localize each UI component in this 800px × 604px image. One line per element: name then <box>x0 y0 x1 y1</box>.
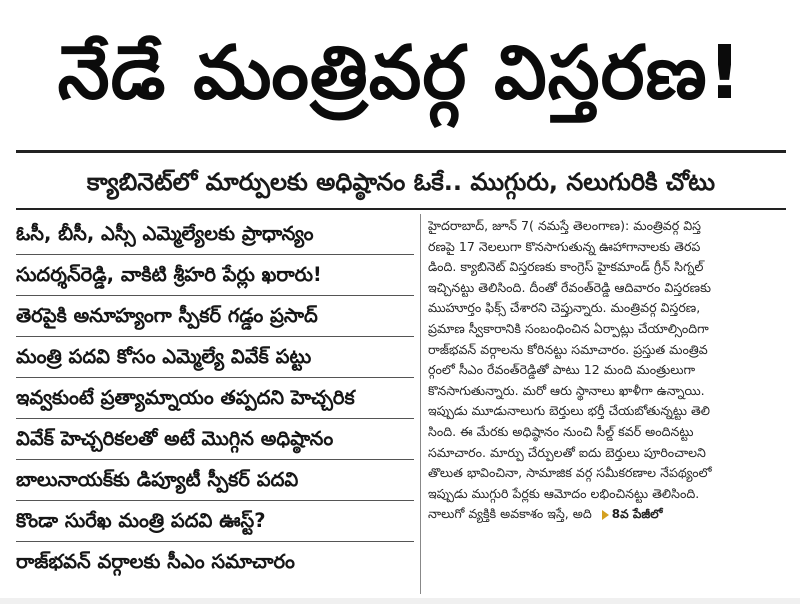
highlight-item: రాజ్‌భవన్ వర్గాలకు సీఎం సమాచారం <box>16 550 295 573</box>
top-divider <box>16 150 786 153</box>
highlight-item: వివేక్ హెచ్చరికలతో అటే మొగ్గిన అధిష్ఠానం <box>16 419 414 460</box>
highlight-item: బాలునాయక్‌కు డిప్యూటీ స్పీకర్ పదవి <box>16 460 414 501</box>
continued-label: 8వ పేజీలో <box>611 507 663 522</box>
body-line: ఇప్పుడు మూడునాలుగు బెర్తులు భర్తీ చేయబోతున్నట్టు తెలి <box>428 403 711 419</box>
body-line: కొనసాగుతున్నారు. మరో ఆరు స్థానాలు ఖాళీగా ఉన్నాయి. <box>428 382 705 398</box>
highlights-column <box>16 214 414 604</box>
highlight-item: సుదర్శన్‌రెడ్డి, వాకిటి శ్రీహరి పేర్లు ఖరారు! <box>16 255 414 296</box>
arrow-right-icon <box>602 510 609 520</box>
highlight-item: తెరపైకి అనూహ్యంగా స్పీకర్ గడ్డం ప్రసాద్ <box>16 296 414 337</box>
body-line: ఇప్పుడు ముగ్గురి పేర్లకు ఆమోదం లభించినట్టు తెలిసింది. <box>428 485 700 501</box>
body-line-text: నాలుగో వ్యక్తికి అవకాశం ఇస్తే, అది <box>428 506 592 522</box>
body-line: రణపై 17 నెలలుగా కొనసాగుతున్న ఊహాగానాలకు తెరప <box>428 238 701 254</box>
middle-divider <box>16 208 786 210</box>
subheadline: క్యాబినెట్‌లో మార్పులకు అధిష్ఠానం ఓకే.. ముగ్గురు, నలుగురికి చోటు <box>86 168 716 196</box>
body-line: రాజ్‌భవన్ వర్గాలను కోరినట్టు సమాచారం. ప్రస్తుత మంత్రివ <box>428 341 708 357</box>
body-line: డింది. క్యాబినెట్ విస్తరణకు కాంగ్రెస్ హైకమాండ్ గ్రీన్ సిగ్నల్ <box>428 259 704 275</box>
continued-on-page-link[interactable] <box>602 504 663 525</box>
body-line: ప్రమాణ స్వీకారానికి సంబంధించిన ఏర్పాట్లు చేయాల్సిందిగా <box>428 320 709 336</box>
highlight-item: మంత్రి పదవి కోసం ఎమ్మెల్యే వివేక్ పట్టు <box>16 337 414 378</box>
page-bottom-edge <box>0 598 800 604</box>
highlight-item: ఇవ్వకుంటే ప్రత్యామ్నాయం తప్పదని హెచ్చరిక <box>16 378 414 419</box>
body-line: ముహూర్తం ఫిక్స్ చేశారని చెప్తున్నారు. మంత్రివర్గ విస్తరణ, <box>428 300 701 316</box>
body-line: హైదరాబాద్, జూన్ 7( నమస్తే తెలంగాణ): మంత్రివర్గ విస్త <box>428 218 702 233</box>
headline: నేడే మంత్రివర్గ విస్తరణ! <box>57 30 743 116</box>
highlight-item: ఓసీ, బీసీ, ఎస్సీ ఎమ్మెల్యేలకు ప్రాధాన్యం <box>16 214 414 255</box>
highlight-item: కొండా సురేఖ మంత్రి పదవి ఊస్ట్? <box>16 501 414 542</box>
body-line: ఇచ్చినట్టు తెలిసింది. దీంతో రేవంత్‌రెడ్డి ఆదివారం విస్తరణకు <box>428 279 712 295</box>
body-line: ర్గంలో సీఎం రేవంత్‌రెడ్డితో పాటు 12 మంది మంత్రులుగా <box>428 362 696 378</box>
last-body-line <box>428 504 788 525</box>
column-divider <box>420 214 421 594</box>
body-line: తొలుత భావించినా, సామాజిక వర్గ సమీకరణాల నేపథ్యంలో <box>428 465 712 481</box>
article-body <box>428 216 788 586</box>
body-line: సమాచారం. మార్పు చేర్పులతో ఐదు బెర్తులు పూరించాలని <box>428 444 706 460</box>
body-line: సింది. ఈ మేరకు అధిష్ఠానం నుంచి సీల్డ్ కవర్ అందినట్టు <box>428 423 694 439</box>
